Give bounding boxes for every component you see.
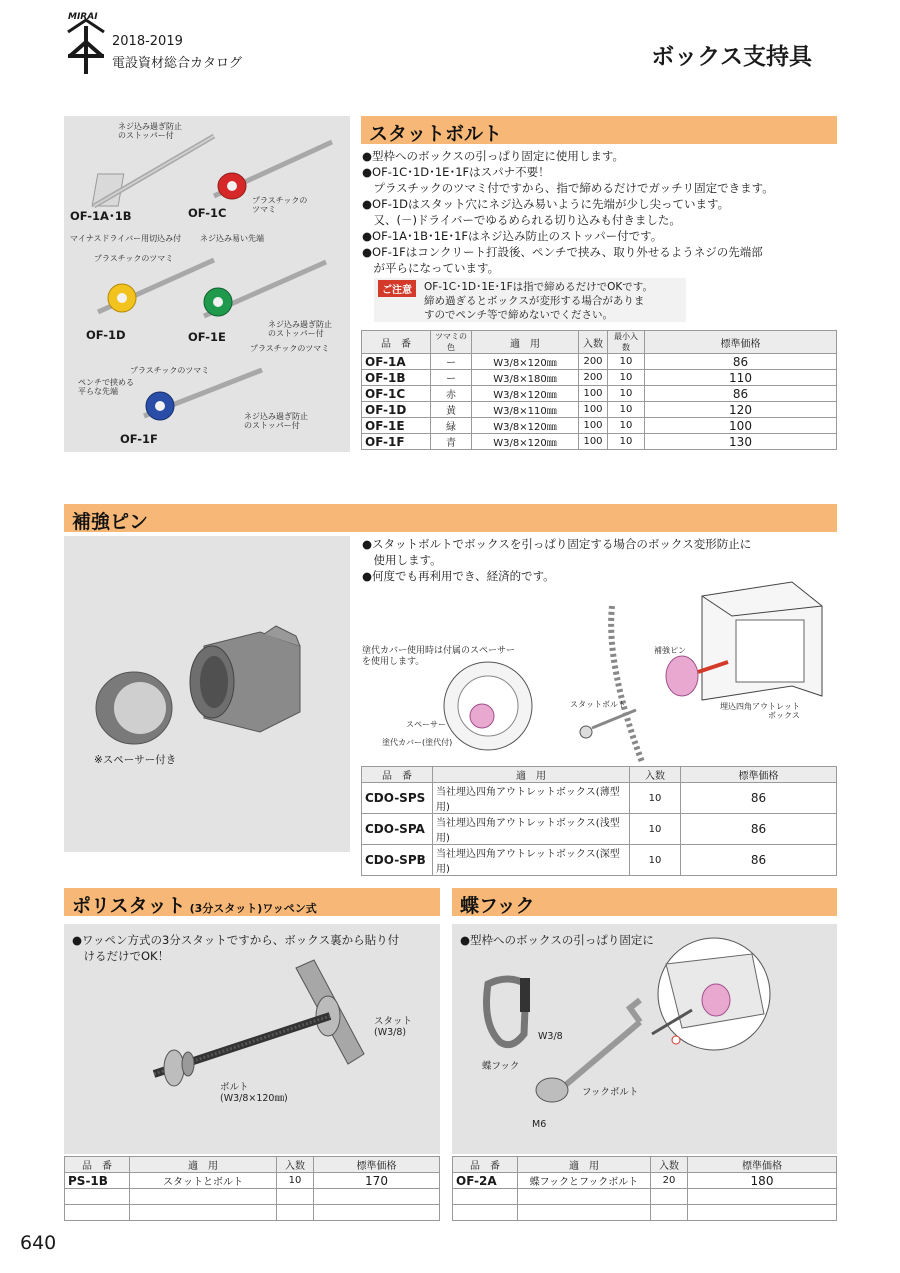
cell-spec: 当社埋込四角アウトレットボックス(薄型用) xyxy=(433,783,630,814)
bullet: ●何度でも再利用でき、経済的です。 xyxy=(362,569,555,583)
label-of1ab: OF-1A･1B xyxy=(70,209,132,223)
cell-qty: 20 xyxy=(651,1173,688,1189)
label-w38: W3/8 xyxy=(538,1031,563,1042)
page-number: 640 xyxy=(20,1232,57,1254)
poly-stud-photo xyxy=(64,924,440,1154)
cell-minqty: 10 xyxy=(608,386,645,402)
cell-part: OF-1A xyxy=(362,354,431,370)
pin-table xyxy=(361,766,837,876)
label-cover-note: 塗代カバー使用時は付属のスペーサー を使用します。 xyxy=(362,646,516,667)
cell-part: OF-1C xyxy=(362,386,431,402)
col-header: 適 用 xyxy=(433,767,630,783)
col-header: ツマミの色 xyxy=(431,331,472,354)
cell-spec: 当社埋込四角アウトレットボックス(浅型用) xyxy=(433,814,630,845)
table-row xyxy=(362,354,837,370)
cell-price: 86 xyxy=(645,354,837,370)
poly-title: ポリスタット xyxy=(72,895,186,917)
bullet: ●型枠へのボックスの引っぱり固定に使用します。 xyxy=(362,149,624,163)
section-hook xyxy=(452,888,837,916)
cell-spec: W3/8×180㎜ xyxy=(472,370,579,386)
label-of1c: OF-1C xyxy=(188,206,227,220)
hook-photo xyxy=(452,924,837,1154)
label-cover: 塗代カバー(塗代付) xyxy=(382,738,453,747)
label-box: 埋込四角アウトレット ボックス xyxy=(720,702,800,720)
col-header: 最小入数 xyxy=(608,331,645,354)
label-of1d: OF-1D xyxy=(86,328,126,342)
table-row xyxy=(362,434,837,450)
cell-price: 170 xyxy=(314,1173,440,1189)
col-header: 品 番 xyxy=(362,767,433,783)
cell-part: PS-1B xyxy=(65,1173,130,1189)
pin-box-diagram xyxy=(552,576,836,762)
col-header: 入数 xyxy=(579,331,608,354)
cell-minqty: 10 xyxy=(608,402,645,418)
table-row-empty xyxy=(453,1189,837,1205)
stud-bolt-table xyxy=(361,330,837,450)
table-row xyxy=(65,1173,440,1189)
stud-bolt-photo xyxy=(64,116,350,452)
cell-price: 86 xyxy=(681,814,837,845)
hook-table xyxy=(452,1156,837,1221)
cell-spec: 当社埋込四角アウトレットボックス(深型用) xyxy=(433,845,630,876)
cell-color: ー xyxy=(431,370,472,386)
cell-minqty: 10 xyxy=(608,370,645,386)
label-plastic-1: プラスチックの ツマミ xyxy=(252,196,308,214)
logo xyxy=(64,12,108,76)
label-spacer: スペーサー xyxy=(406,720,446,729)
cell-spec: W3/8×120㎜ xyxy=(472,386,579,402)
label-sharp: ネジ込み易い先端 xyxy=(200,234,264,243)
cell-color: 赤 xyxy=(431,386,472,402)
bullet: ●型枠へのボックスの引っぱり固定に xyxy=(460,933,654,947)
col-header: 品 番 xyxy=(362,331,431,354)
caution-box xyxy=(374,278,686,322)
table-header-row xyxy=(65,1157,440,1173)
table-row xyxy=(362,386,837,402)
cell-part: CDO-SPB xyxy=(362,845,433,876)
bullet: 使用します。 xyxy=(362,553,442,567)
cell-price: 120 xyxy=(645,402,837,418)
cell-spec: W3/8×120㎜ xyxy=(472,418,579,434)
section-pin xyxy=(64,504,837,532)
table-row xyxy=(362,845,837,876)
cell-spec: W3/8×120㎜ xyxy=(472,434,579,450)
cell-minqty: 10 xyxy=(608,434,645,450)
cell-spec: スタットとボルト xyxy=(130,1173,277,1189)
label-stopper-1: ネジ込み過ぎ防止 のストッパー付 xyxy=(118,122,182,140)
table-row xyxy=(362,783,837,814)
cell-qty: 200 xyxy=(579,370,608,386)
bullet: ●OF-1A･1B･1E･1Fはネジ込み防止のストッパー付です。 xyxy=(362,229,663,243)
table-header-row xyxy=(453,1157,837,1173)
section-title xyxy=(72,891,317,918)
cell-part: OF-2A xyxy=(453,1173,518,1189)
table-row xyxy=(362,370,837,386)
bullet: ●スタットボルトでボックスを引っぱり固定する場合のボックス変形防止に xyxy=(362,537,752,551)
label-stud: スタットボルト xyxy=(570,700,626,709)
label-hook: 蝶フック xyxy=(482,1061,520,1072)
bullet: 又、(－)ドライバーでゆるめられる切り込みも付きました。 xyxy=(362,213,681,227)
cell-minqty: 10 xyxy=(608,354,645,370)
mirai-logo-icon xyxy=(64,16,108,76)
cell-qty: 10 xyxy=(630,783,681,814)
page-category: ボックス支持具 xyxy=(651,44,812,70)
catalog-name: 電設資材総合カタログ xyxy=(112,56,243,71)
caution-line: OF-1C･1D･1E･1Fは指で締めるだけでOKです。 xyxy=(424,281,653,293)
cell-spec: W3/8×120㎜ xyxy=(472,354,579,370)
cell-color: 青 xyxy=(431,434,472,450)
label-plastic-2: プラスチックのツマミ xyxy=(94,254,174,263)
table-row-empty xyxy=(453,1205,837,1221)
label-hook-bolt: フックボルト xyxy=(582,1087,639,1098)
cell-qty: 100 xyxy=(579,402,608,418)
spacer-note: ※スペーサー付き xyxy=(94,754,177,766)
label-m6: M6 xyxy=(532,1119,547,1130)
cell-qty: 200 xyxy=(579,354,608,370)
cell-spec: 蝶フックとフックボルト xyxy=(518,1173,651,1189)
bullet: ●OF-1C･1D･1E･1Fはスパナ不要！ xyxy=(362,165,550,179)
pin-photo xyxy=(64,536,350,852)
col-header: 入数 xyxy=(630,767,681,783)
label-of1e: OF-1E xyxy=(188,330,226,344)
section-title: スタットボルト xyxy=(369,123,503,145)
cell-part: OF-1D xyxy=(362,402,431,418)
label-plastic-4: プラスチックのツマミ xyxy=(130,366,210,375)
col-header: 標準価格 xyxy=(681,767,837,783)
col-header: 標準価格 xyxy=(314,1157,440,1173)
cell-price: 86 xyxy=(681,783,837,814)
table-header-row xyxy=(362,767,837,783)
label-of1f: OF-1F xyxy=(120,432,158,446)
col-header: 入数 xyxy=(651,1157,688,1173)
bullet: プラスチックのツマミ付ですから、指で締めるだけでガッチリ固定できます。 xyxy=(362,181,774,195)
bullet: けるだけでOK！ xyxy=(72,949,170,963)
col-header: 標準価格 xyxy=(688,1157,837,1173)
cell-qty: 100 xyxy=(579,418,608,434)
col-header: 品 番 xyxy=(65,1157,130,1173)
cell-price: 130 xyxy=(645,434,837,450)
cell-color: 黄 xyxy=(431,402,472,418)
section-stud-bolt xyxy=(361,116,837,144)
cell-price: 86 xyxy=(645,386,837,402)
cell-part: CDO-SPA xyxy=(362,814,433,845)
caution-line: すのでペンチ等で締めないでください。 xyxy=(424,309,613,321)
cell-price: 180 xyxy=(688,1173,837,1189)
label-stopper-2: ネジ込み過ぎ防止 のストッパー付 xyxy=(268,320,332,338)
cell-minqty: 10 xyxy=(608,418,645,434)
label-pin: 補強ピン xyxy=(654,646,686,655)
cell-part: OF-1E xyxy=(362,418,431,434)
cell-price: 100 xyxy=(645,418,837,434)
cell-part: OF-1F xyxy=(362,434,431,450)
label-poly-bolt: ボルト (W3/8×120㎜) xyxy=(220,1082,288,1104)
hook-illustration xyxy=(452,924,837,1154)
poly-subtitle: (3分スタット)ワッペン式 xyxy=(189,902,317,915)
cell-price: 110 xyxy=(645,370,837,386)
section-title: 補強ピン xyxy=(72,511,149,533)
label-poly-stud: スタット (W3/8) xyxy=(374,1016,413,1038)
bullet: ●OF-1Dはスタット穴にネジ込み易いように先端が少し尖っています。 xyxy=(362,197,730,211)
cell-qty: 10 xyxy=(630,814,681,845)
stud-bolt-illustration xyxy=(64,116,350,452)
cell-qty: 10 xyxy=(630,845,681,876)
label-stopper-3: ネジ込み過ぎ防止 のストッパー付 xyxy=(244,412,308,430)
catalog-year: 2018-2019 xyxy=(112,34,183,49)
cell-part: OF-1B xyxy=(362,370,431,386)
cell-price: 86 xyxy=(681,845,837,876)
label-pliers: ペンチで挟める 平らな先端 xyxy=(78,378,134,396)
caution-line: 締め過ぎるとボックスが変形する場合がありま xyxy=(424,295,645,307)
label-plastic-3: プラスチックのツマミ xyxy=(250,344,330,353)
col-header: 品 番 xyxy=(453,1157,518,1173)
col-header: 適 用 xyxy=(518,1157,651,1173)
pin-diagram-left xyxy=(362,644,552,762)
bullet: が平らになっています。 xyxy=(362,261,500,275)
cell-qty: 100 xyxy=(579,434,608,450)
cell-part: CDO-SPS xyxy=(362,783,433,814)
table-row-empty xyxy=(65,1205,440,1221)
cell-color: ー xyxy=(431,354,472,370)
brand-text: MIRAI xyxy=(68,12,98,22)
cell-qty: 10 xyxy=(277,1173,314,1189)
caution-badge: ご注意 xyxy=(378,280,416,297)
col-header: 適 用 xyxy=(130,1157,277,1173)
col-header: 適 用 xyxy=(472,331,579,354)
cell-qty: 100 xyxy=(579,386,608,402)
bullet: ●ワッペン方式の3分スタットですから、ボックス裏から貼り付 xyxy=(72,933,400,947)
table-row xyxy=(362,418,837,434)
cell-color: 緑 xyxy=(431,418,472,434)
bullet: ●OF-1Fはコンクリート打設後、ペンチで挟み、取り外せるようネジの先端部 xyxy=(362,245,763,259)
label-minus: マイナスドライバー用切込み付 xyxy=(70,234,182,243)
col-header: 標準価格 xyxy=(645,331,837,354)
table-row xyxy=(362,402,837,418)
poly-table xyxy=(64,1156,440,1221)
section-title: 蝶フック xyxy=(460,895,535,917)
cell-spec: W3/8×110㎜ xyxy=(472,402,579,418)
pin-illustration xyxy=(64,536,350,852)
table-row-empty xyxy=(65,1189,440,1205)
col-header: 入数 xyxy=(277,1157,314,1173)
table-header-row xyxy=(362,331,837,354)
pin-diagram-right xyxy=(552,576,836,762)
table-row xyxy=(453,1173,837,1189)
table-row xyxy=(362,814,837,845)
section-poly-stud xyxy=(64,888,440,916)
